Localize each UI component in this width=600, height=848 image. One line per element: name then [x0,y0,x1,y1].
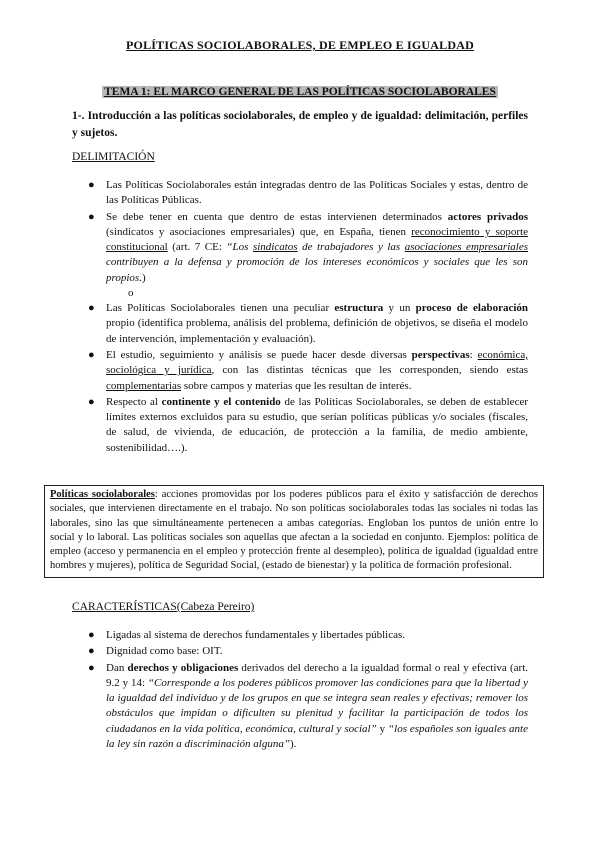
bullet-icon: ● [88,661,95,674]
bullet-icon: ● [88,348,95,361]
section-heading: 1-. Introducción a las políticas sociolaborales, de empleo y de igualdad: delimitación, perfiles y sujetos. [72,110,528,139]
bullet-icon: ● [88,395,95,408]
list-item: ● Ligadas al sistema de derechos fundamentales y libertades públicas. [72,628,528,643]
caracteristicas-title: CARACTERÍSTICAS(Cabeza Pereiro) [72,601,255,613]
definition-text: : acciones promovidas por los poderes públicos para el éxito y satisfacción de derechos sociales, que intervienen directamente en el trabajo. No son políticas sociolaborales todas las sociales ni todas las laborales, sino las que simultáneamente pertenecen a ambas categorías. Engloban los puntos de unión entre lo social y lo laboral. Las políticas sociales son aquellas que afectan a la sociedad en conjunto. Ejemplos: política de empleo (acceso y permanencia en el empleo y protección frente al desempleo), política de igualdad (igualdad entre hombres y mujeres), política de Seguridad Social, (estado de bienestar) y la política de formación profesional. [50,489,538,572]
delimitacion-title: DELIMITACIÓN [72,151,155,163]
circle-bullet-icon: o [128,287,134,300]
tema-title: TEMA 1: EL MARCO GENERAL DE LAS POLÍTICAS SOCIOLABORALES [104,86,496,98]
definition-term: Políticas sociolaborales [50,489,155,500]
caracteristicas-list [72,628,528,753]
list-item: ● Se debe tener en cuenta que dentro de estas intervienen determinados actores privados (sindicatos y asociaciones empresariales) que, en España, tienen reconocimiento y soporte constitucional (art. 7 CE: “Los sindicatos de trabajadores y las asociaciones empresariales contribuyen a la defensa y promoción de los intereses económicos y sociales que les son propios.) [88,210,528,284]
list-item: ● Dignidad como base: OIT. [72,644,528,659]
document-title: POLÍTICAS SOCIOLABORALES, DE EMPLEO E IGUALDAD [126,38,474,52]
list-item: ● Las Políticas Sociolaborales tienen una peculiar estructura y un proceso de elaboración propio (identifica problema, análisis del problema, definición de objetivos, se diseña el modelo de intervención, implementación y evaluación). [88,302,529,345]
list-item: ● El estudio, seguimiento y análisis se puede hacer desde diversas perspectivas: económica, sociológica y jurídica, con las distintas técnicas que les corresponden, siendo estas complementarias sobre campos y materias que les resultan de interés. [88,348,528,392]
definition-box [44,485,544,578]
bullet-icon: ● [88,179,95,191]
caracteristicas-subtitle: (Cabeza Pereiro) [176,601,255,613]
bullet-icon: ● [88,645,95,658]
delimitacion-list [72,178,528,457]
list-item: ● Respecto al continente y el contenido de las Políticas Sociolaborales, se deben de establecer límites externos excluidos para su estudio, que serían políticas públicas y/o sociales (fiscales, de salud, de vivienda, de educación, de protección a la familia, de medio ambiente, sostenibilidad….). [88,395,528,454]
bullet-icon: ● [88,629,95,641]
list-item: ● Dan derechos y obligaciones derivados del derecho a la igualdad formal o real y efectiva (art. 9.2 y 14: “Corresponde a los poderes públicos promover las condiciones para que la libertad y la igualdad del individuo y de los grupos en que se integra sean reales y efectivas; remover los obstáculos que impidan o dificulten su plenitud y facilitar la participación de todos los ciudadanos en la vida política, económica, cultural y social” y “los españoles son iguales ante la ley sin razón a discriminación alguna”). [88,661,528,751]
bullet-icon: ● [88,210,95,223]
tema-title-wrap [0,82,600,100]
bullet-icon: ● [88,302,95,315]
list-item: ● Las Políticas Sociolaborales están integradas dentro de las Políticas Sociales y estas, dentro de las Políticas Públicas. [88,179,528,207]
list-item-sub [72,287,528,300]
